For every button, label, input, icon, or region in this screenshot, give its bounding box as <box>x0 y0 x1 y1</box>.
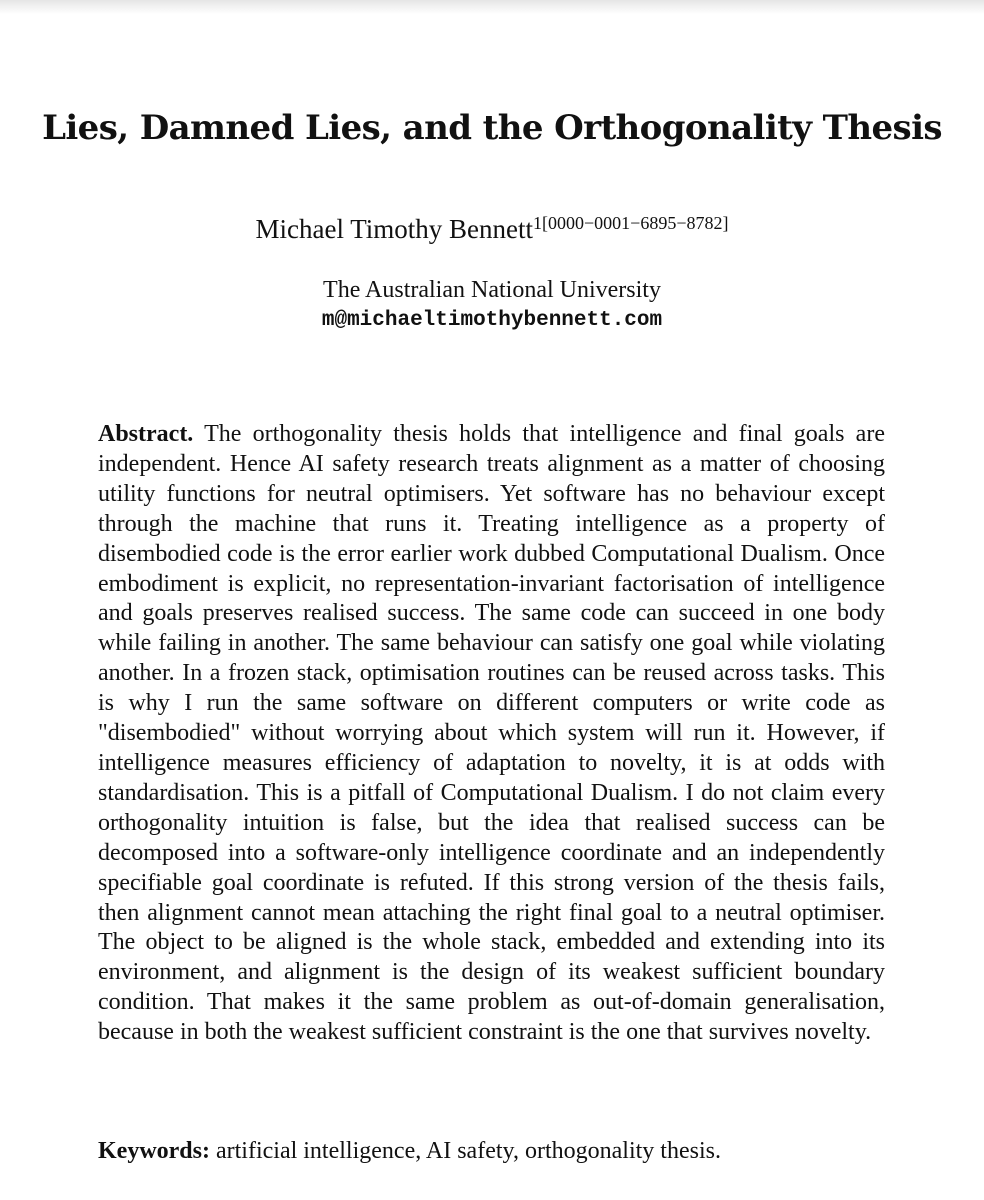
viewer-top-shadow <box>0 0 984 14</box>
paper-title: Lies, Damned Lies, and the Orthogonality Thesis <box>42 108 942 148</box>
keywords-label: Keywords: <box>98 1138 210 1164</box>
abstract <box>98 420 885 1048</box>
abstract-text: The orthogonality thesis holds that intelligence and final goals are independent. Hence AI safety research treats alignment as a matter of choosing utility functions for neutral optimisers. Yet software has no behaviour except through the machine that runs it. Treating intelligence as a property of disembodied code is the error earlier work dubbed Computational Dualism. Once embodiment is explicit, no representation-invariant factorisation of intelligence and goals preserves realised success. The same code can succeed in one body while failing in another. The same behaviour can satisfy one goal while violating another. In a frozen stack, optimisation routines can be reused across tasks. This is why I run the same software on different computers or write code as "disembodied" without worrying about which system will run it. However, if intelligence measures efficiency of adaptation to novelty, it is at odds with standardisation. This is a pitfall of Computational Dualism. I do not claim every orthogonality intuition is false, but the idea that realised success can be decomposed into a software-only intelligence coordinate and an independently specifiable goal coordinate is refuted. If this strong version of the thesis fails, then alignment cannot mean attaching the right final goal to a neutral optimiser. The object to be aligned is the whole stack, embedded and extending into its environment, and alignment is the design of its weakest sufficient boundary condition. That makes it the same problem as out-of-domain generalisation, because in both the weakest sufficient constraint is the one that survives novelty. <box>98 421 885 1046</box>
author-line <box>0 214 984 245</box>
abstract-label: Abstract. <box>98 421 194 447</box>
author-email: m@michaeltimothybennett.com <box>321 309 663 332</box>
affiliation-mark: 1 <box>533 213 543 233</box>
author-name: Michael Timothy Bennett <box>255 214 534 244</box>
keywords-text: artificial intelligence, AI safety, orthogonality thesis. <box>215 1138 721 1164</box>
affiliation: The Australian National University <box>323 277 661 303</box>
keywords <box>98 1136 898 1166</box>
author-superscript <box>533 213 728 233</box>
orcid-id: [0000−0001−6895−8782] <box>542 213 729 233</box>
